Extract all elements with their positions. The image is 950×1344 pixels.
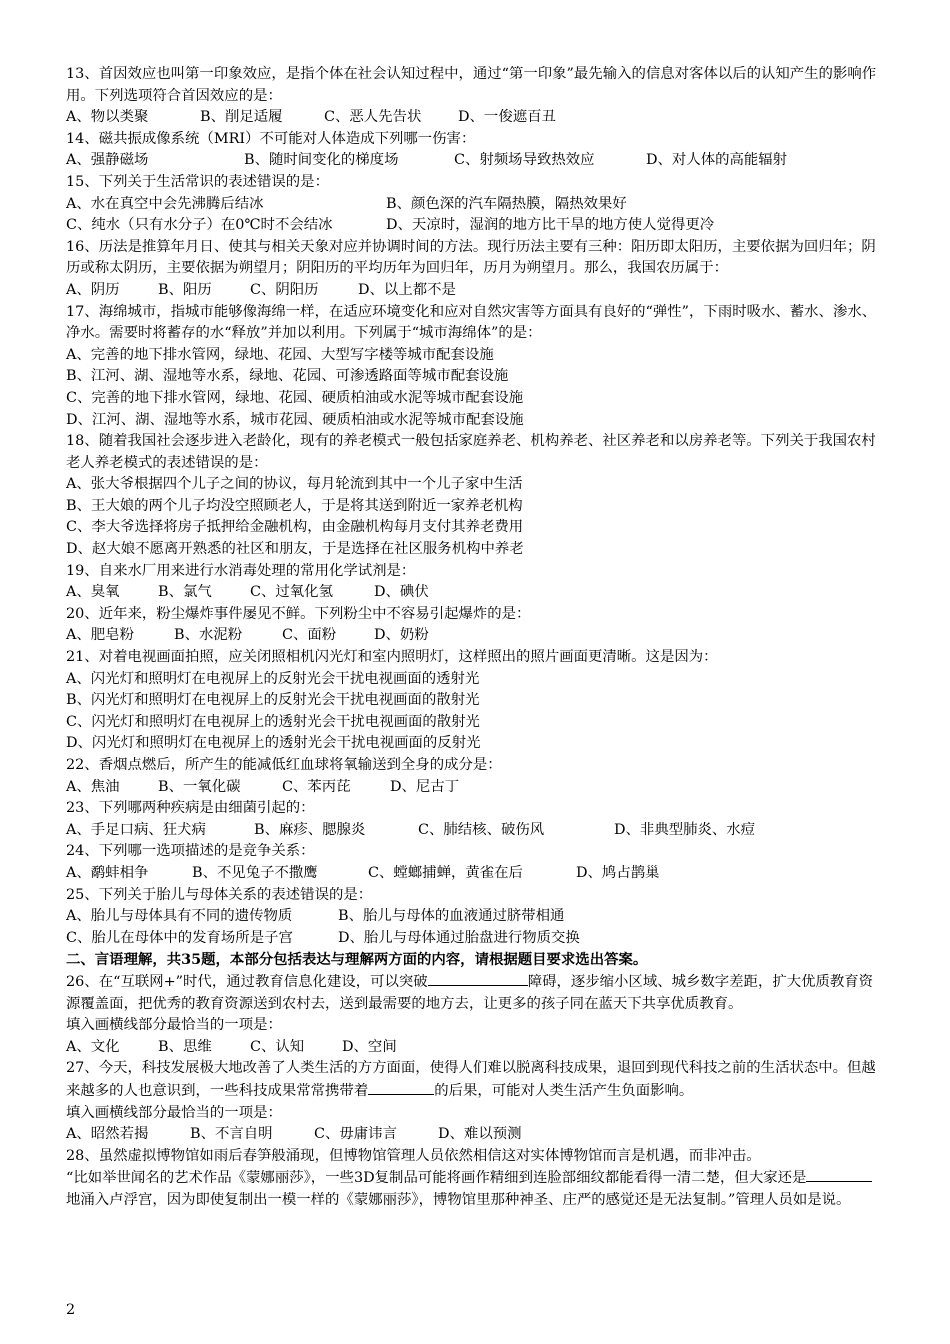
- option-d: D、难以预测: [438, 1126, 522, 1143]
- option-a: A、张大爷根据四个儿子之间的协议，每月轮流到其中一个儿子家中生活: [66, 476, 523, 493]
- option-b: B、阳历: [158, 281, 212, 298]
- option-d: D、对人体的高能辐射: [646, 152, 788, 169]
- option-b: B、削足适履: [200, 109, 283, 126]
- question-20-options: [66, 625, 886, 647]
- option-d: D、空间: [342, 1038, 397, 1055]
- option-c: C、认知: [250, 1038, 305, 1055]
- option-a: A、强静磁场: [66, 152, 149, 169]
- option-b: B、一氧化碳: [158, 778, 241, 795]
- option-c: C、螳螂捕蝉，黄雀在后: [368, 864, 523, 881]
- fill-blank: [806, 1167, 872, 1182]
- option-d: D、以上都不是: [358, 281, 456, 298]
- option-a: A、水在真空中会先沸腾后结冰: [66, 195, 264, 212]
- option-b: B、胎儿与母体的血液通过脐带相通: [338, 908, 565, 925]
- question-19-options: [66, 582, 886, 604]
- question-13-options: [66, 107, 886, 129]
- option-a: A、焦油: [66, 778, 120, 795]
- option-c: C、纯水（只有水分子）在0℃时不会结冰: [66, 217, 333, 234]
- option-d: D、赵大娘不愿离开熟悉的社区和朋友，于是选择在社区服务机构中养老: [66, 541, 524, 558]
- option-c: C、面粉: [282, 627, 337, 644]
- question-26-prompt: 填入画横线部分最恰当的一项是：: [66, 1017, 282, 1034]
- option-c: C、苯丙芘: [282, 778, 351, 795]
- stem-before-blank: 26、在“互联网+”时代，通过教育信息化建设，可以突破: [66, 973, 428, 990]
- option-b: B、不见兔子不撒鹰: [192, 864, 318, 881]
- option-b: B、麻疹、腮腺炎: [254, 821, 366, 838]
- option-a: A、昭然若揭: [66, 1126, 149, 1143]
- option-c: C、恶人先告状: [324, 109, 422, 126]
- question-23-options: [66, 820, 886, 842]
- option-c: C、胎儿在母体中的发育场所是子宫: [66, 929, 293, 946]
- fill-blank: [368, 1080, 434, 1095]
- question-16-options: [66, 280, 886, 302]
- option-b: B、颜色深的汽车隔热膜，隔热效果好: [386, 195, 627, 212]
- question-15-options-row1: [66, 194, 886, 216]
- question-14-stem: 14、磁共振成像系统（MRI）不可能对人体造成下列哪一伤害：: [66, 130, 476, 147]
- question-27-prompt: 填入画横线部分最恰当的一项是：: [66, 1104, 282, 1121]
- option-b: B、水泥粉: [174, 627, 243, 644]
- question-24-options: [66, 863, 886, 885]
- question-22-stem: 22、香烟点燃后，所产生的能减低红血球将氧输送到全身的成分是：: [66, 757, 502, 773]
- option-c: C、完善的地下排水管网，绿地、花园、硬质柏油或水泥等城市配套设施: [66, 389, 524, 406]
- stem-after-blank: 地涌入卢浮宫，因为即使复制出一模一样的《蒙娜丽莎》，博物馆里那种神圣、庄严的感觉还是无法复制。”管理人员如是说。: [66, 1191, 851, 1208]
- question-15-options-row2: [66, 215, 886, 237]
- option-a: A、闪光灯和照明灯在电视屏上的反射光会干扰电视画面的透射光: [66, 670, 480, 687]
- question-27-options: [66, 1124, 886, 1146]
- question-23-stem: 23、下列哪两种疾病是由细菌引起的：: [66, 800, 315, 817]
- option-a: A、肥皂粉: [66, 627, 134, 644]
- exam-page: [66, 64, 886, 1211]
- stem-before-blank: “比如举世闻名的艺术作品《蒙娜丽莎》，一些3D复制品可能将画作精细到连脸部细纹都能看得一清二楚，但大家还是: [66, 1170, 807, 1187]
- option-c: C、李大爷选择将房子抵押给金融机构，由金融机构每月支付其养老费用: [66, 519, 524, 536]
- question-14-options: [66, 150, 886, 172]
- option-a: A、物以类聚: [66, 109, 149, 126]
- option-d: D、胎儿与母体通过胎盘进行物质交换: [338, 929, 580, 946]
- question-25-options-row1: [66, 906, 886, 928]
- option-d: D、天凉时，湿润的地方比干旱的地方使人觉得更冷: [386, 217, 715, 234]
- option-c: C、过氧化氢: [250, 584, 333, 601]
- option-c: C、阴阳历: [250, 281, 319, 298]
- fill-blank: [428, 971, 528, 986]
- option-d: D、尼古丁: [390, 778, 460, 795]
- question-22-options: [66, 777, 886, 799]
- question-19-stem: 19、自来水厂用来进行水消毒处理的常用化学试剂是：: [66, 562, 416, 579]
- option-b: B、王大娘的两个儿子均没空照顾老人，于是将其送到附近一家养老机构: [66, 497, 523, 514]
- option-d: D、碘伏: [374, 584, 429, 601]
- option-c: C、毋庸讳言: [314, 1126, 397, 1143]
- option-a: A、鹬蚌相争: [66, 864, 149, 881]
- option-a: A、臭氧: [66, 584, 120, 601]
- question-21-stem: 21、对着电视画面拍照，应关闭照相机闪光灯和室内照明灯，这样照出的照片画面更清晰。这是因为：: [66, 649, 718, 666]
- page-number: 2: [66, 1302, 76, 1318]
- option-d: D、非典型肺炎、水痘: [614, 821, 756, 838]
- option-b: B、闪光灯和照明灯在电视屏上的反射光会干扰电视画面的散射光: [66, 692, 480, 709]
- question-26-stem: [66, 971, 886, 1015]
- option-b: B、氯气: [158, 584, 212, 601]
- question-25-options-row2: [66, 928, 886, 950]
- question-26-options: [66, 1037, 886, 1059]
- question-17-stem: 17、海绵城市，指城市能够像海绵一样，在适应环境变化和应对自然灾害等方面具有良好的“弹性”，下雨时吸水、蓄水、渗水、净水。需要时将蓄存的水“释放”并加以利用。下列属于“城市海绵体”的是：: [66, 303, 877, 342]
- option-d: D、鸠占鹊巢: [576, 864, 660, 881]
- question-20-stem: 20、近年来，粉尘爆炸事件屡见不鲜。下列粉尘中不容易引起爆炸的是：: [66, 605, 531, 622]
- option-a: A、完善的地下排水管网，绿地、花园、大型写字楼等城市配套设施: [66, 346, 494, 363]
- option-a: A、阴历: [66, 281, 120, 298]
- stem-after-blank: 的后果，可能对人类生活产生负面影响。: [434, 1082, 694, 1099]
- option-b: B、不言自明: [190, 1126, 273, 1143]
- option-a: A、手足口病、狂犬病: [66, 821, 206, 838]
- stem-before-blank: 27、今天，科技发展极大地改善了人类生活的方方面面，使得人们难以脱离科技成果，退回到现代科技之前的生活状态中。但越来越多的人也意识到，一些科技成果常常携带着: [66, 1060, 876, 1099]
- option-a: A、胎儿与母体具有不同的遗传物质: [66, 908, 293, 925]
- question-28-stem-line1: 28、虽然虚拟博物馆如雨后春笋般涌现，但博物馆管理人员依然相信这对实体博物馆而言是机遇，而非冲击。: [66, 1147, 761, 1164]
- question-15-stem: 15、下列关于生活常识的表述错误的是：: [66, 173, 329, 190]
- option-d: D、奶粉: [374, 627, 429, 644]
- option-c: C、肺结核、破伤风: [418, 821, 545, 838]
- question-18-stem: 18、随着我国社会逐步进入老龄化，现有的养老模式一般包括家庭养老、机构养老、社区养老和以房养老等。下列关于我国农村老人养老模式的表述错误的是：: [66, 433, 876, 471]
- question-13-stem: 13、首因效应也叫第一印象效应，是指个体在社会认知过程中，通过“第一印象”最先输入的信息对客体以后的认知产生的影响作用。下列选项符合首因效应的是：: [66, 66, 877, 104]
- section-heading: 二、言语理解，共35题，本部分包括表达与理解两方面的内容，请根据题目要求选出答案。: [66, 951, 648, 969]
- option-c: C、射频场导致热效应: [454, 152, 595, 169]
- question-16-stem: 16、历法是推算年月日、使其与相关天象对应并协调时间的方法。现行历法主要有三种：阳历即太阳历，主要依据为回归年；阴历或称太阴历，主要依据为朔望月；阴阳历的平均历年为回归年，历月为朔望月。那么，我国农历属于：: [66, 238, 876, 277]
- option-c: C、闪光灯和照明灯在电视屏上的透射光会干扰电视画面的散射光: [66, 713, 480, 730]
- stem-after-blank: 障碍，逐步缩小区域、城乡数字差距，扩大优质教育资源覆盖面，把优秀的教育资源送到农村去，送到最需要的地方去，让更多的孩子同在蓝天下共享优质教育。: [66, 973, 874, 1012]
- question-25-stem: 25、下列关于胎儿与母体关系的表述错误的是：: [66, 886, 373, 903]
- option-d: D、闪光灯和照明灯在电视屏上的透射光会干扰电视画面的反射光: [66, 735, 481, 752]
- option-b: B、江河、湖、湿地等水系，绿地、花园、可渗透路面等城市配套设施: [66, 368, 509, 385]
- option-b: B、随时间变化的梯度场: [244, 152, 399, 169]
- option-d: D、江河、湖、湿地等水系，城市花园、硬质柏油或水泥等城市配套设施: [66, 411, 524, 428]
- option-d: D、一俊遮百丑: [458, 109, 556, 126]
- question-24-stem: 24、下列哪一选项描述的是竞争关系：: [66, 843, 315, 860]
- option-b: B、思维: [158, 1038, 212, 1055]
- question-28-stem: [66, 1167, 886, 1211]
- option-a: A、文化: [66, 1038, 120, 1055]
- question-27-stem: [66, 1058, 886, 1102]
